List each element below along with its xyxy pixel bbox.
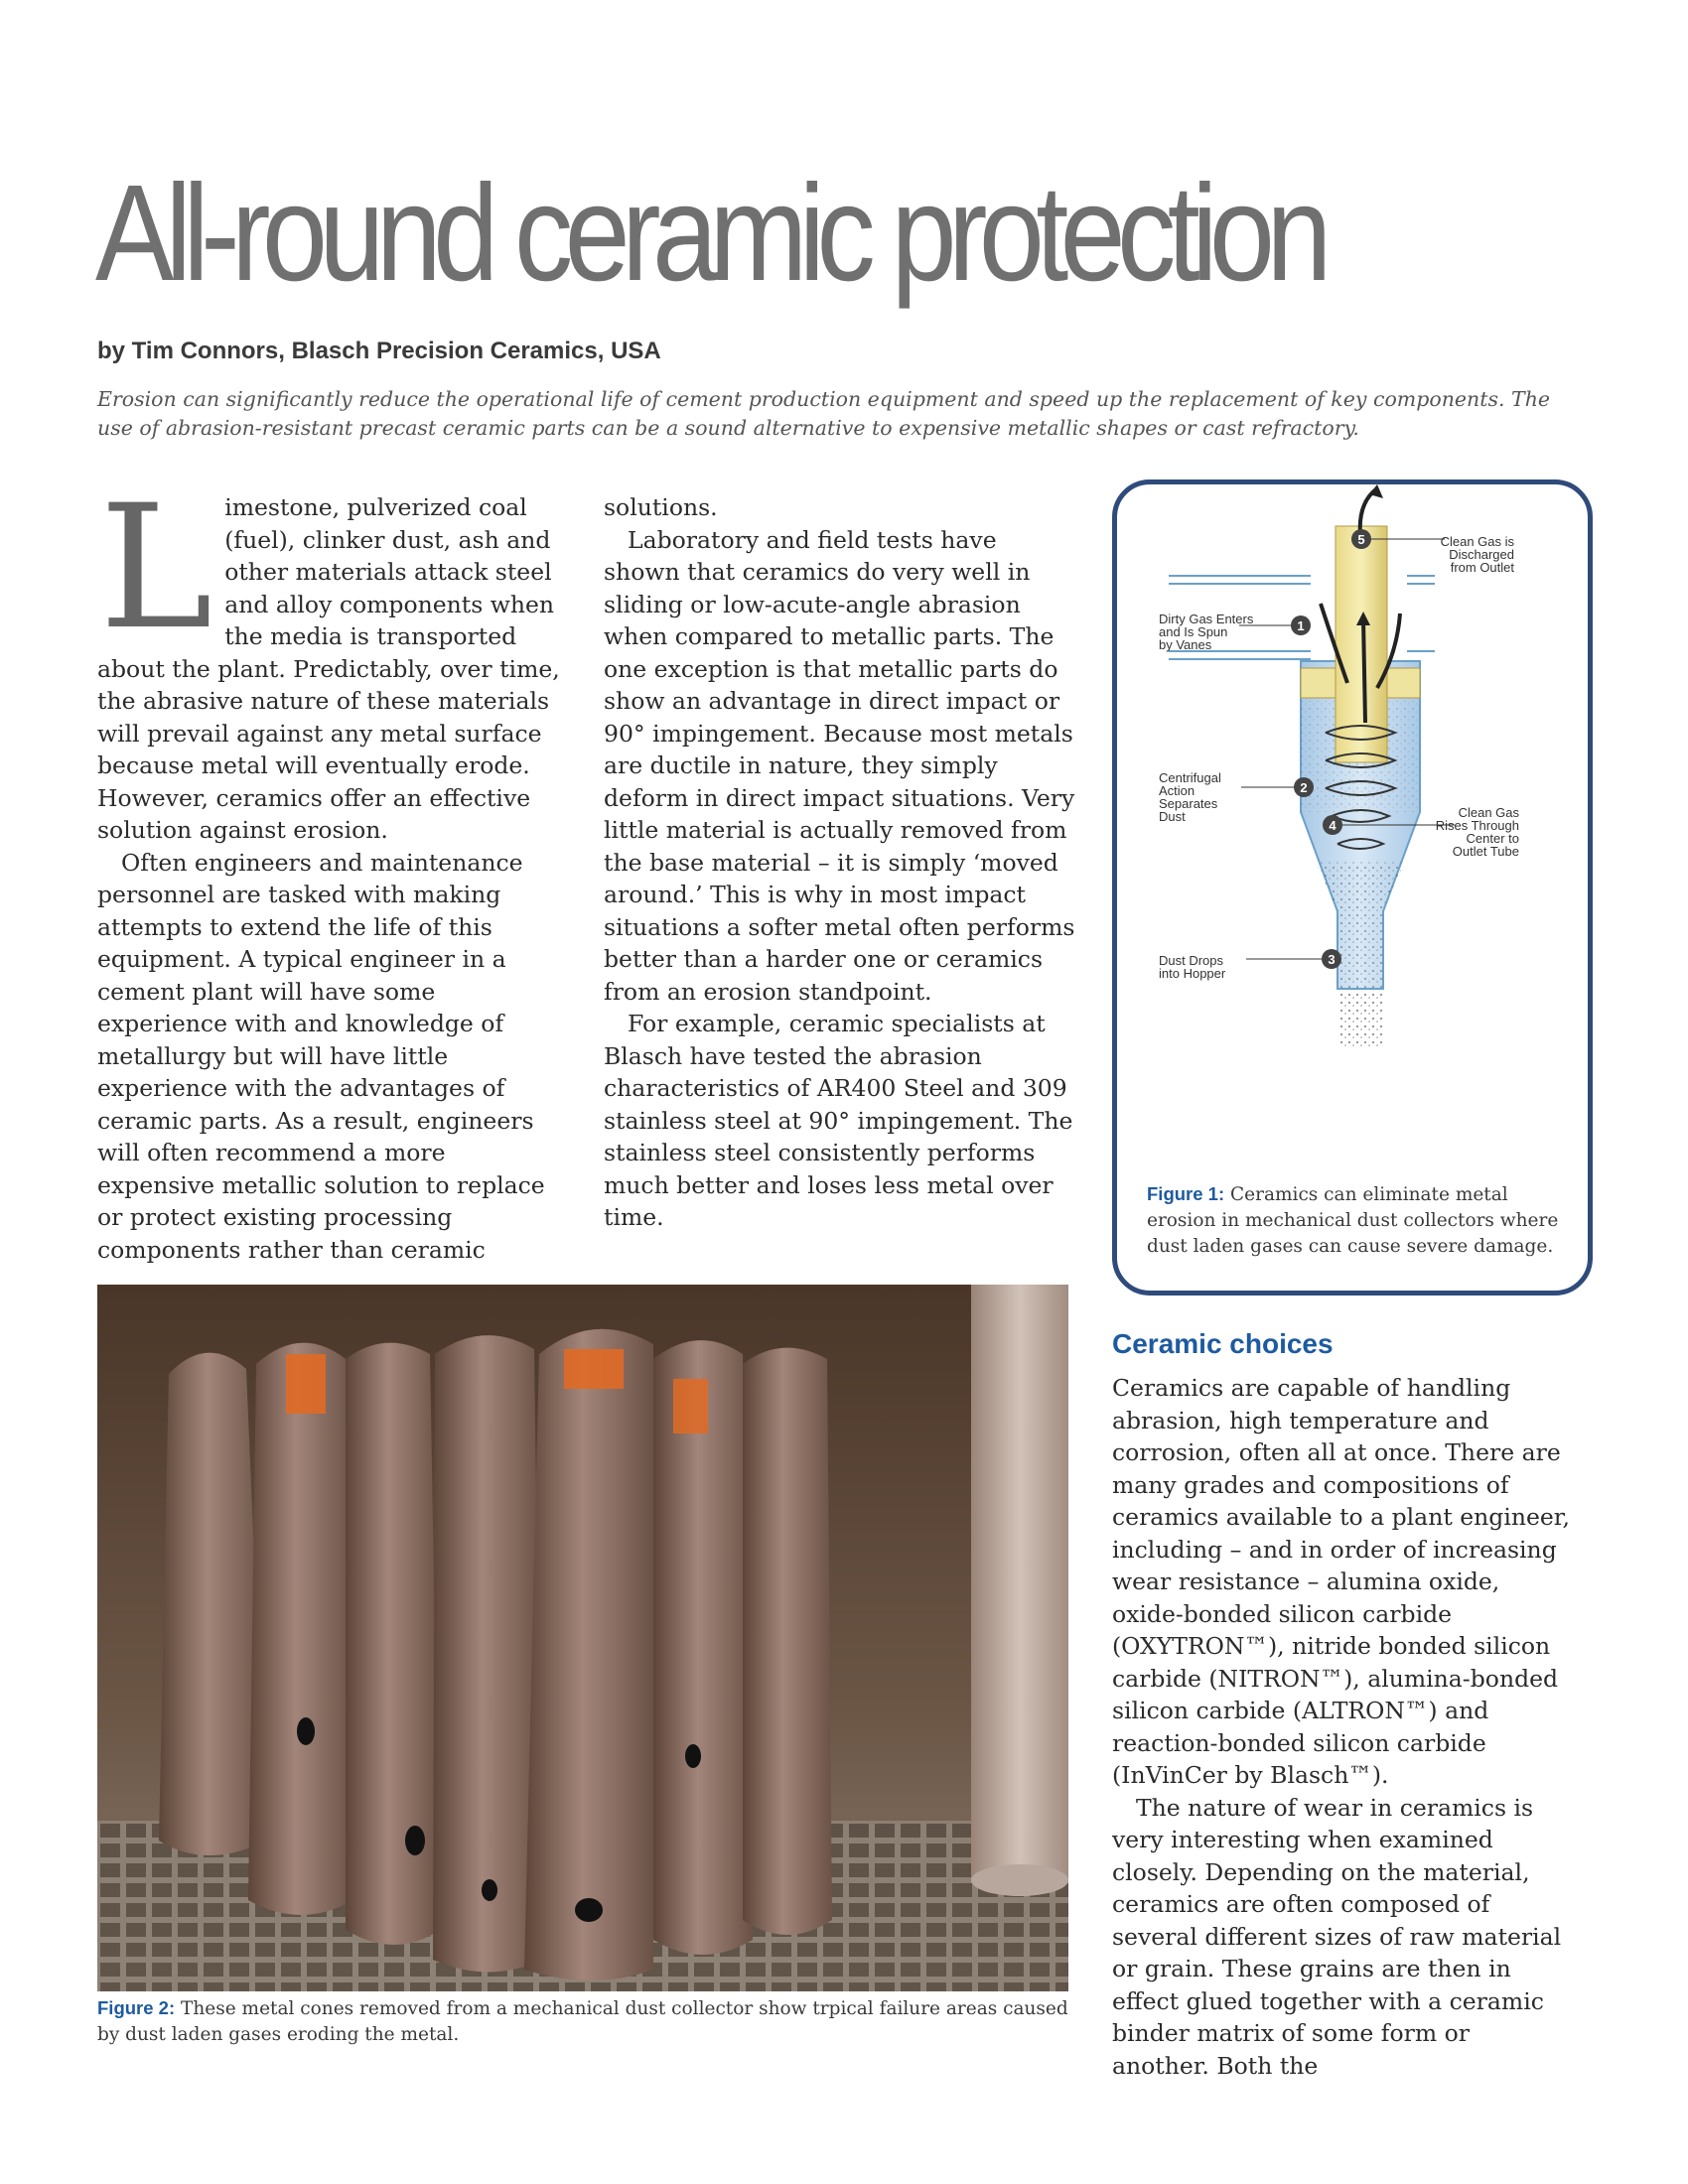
marker-1: [1291, 615, 1311, 635]
paragraph: solutions.: [604, 493, 718, 521]
figure-2-caption: [97, 1995, 1090, 2048]
svg-text:1: 1: [1297, 618, 1305, 633]
svg-text:Rises Through: Rises Through: [1435, 818, 1519, 833]
paragraph: Ceramics are capable of handling abrasion, high temperature and corrosion, often all at once. There are many grades and compositions of ceramics available to a plant engineer, including – and in order of increasing wear resistance – alumina oxide, oxide-bonded silicon carbide (OXYTRON™), nitride bonded silicon carbide (NITRON™), alumina-bonded silicon carbide (ALTRON™) and reaction-bonded silicon carbide (InVinCer by Blasch™).: [1112, 1374, 1570, 1789]
label-dirty-gas: Dirty Gas Enters: [1159, 612, 1254, 626]
svg-text:Action: Action: [1159, 783, 1196, 798]
svg-text:4: 4: [1329, 818, 1336, 833]
svg-text:and Is Spun: and Is Spun: [1159, 624, 1228, 639]
svg-text:from Outlet: from Outlet: [1450, 560, 1514, 575]
drop-cap: L: [99, 468, 213, 667]
label-clean-gas-rises: Clean Gas: [1458, 805, 1519, 820]
cyclone-diagram: [1117, 484, 1588, 1179]
paragraph: Laboratory and field tests have shown that ceramics do very well in sliding or low-acute-angle abrasion when compared to metallic parts. The one exception is that metallic parts do show an advantage in direct impact or 90° impingement. Because most metals are ductile in nature, they simply deform in direct impact situations. Very little material is actually removed from the base material – it is simply ‘moved around.’ This is why in most impact situations a softer metal often performs better than a harder one or ceramics from an erosion standpoint.: [604, 525, 1075, 1006]
svg-text:into Hopper: into Hopper: [1159, 966, 1226, 981]
figure-1-label: Figure 1:: [1147, 1183, 1225, 1204]
body-column-3: [1112, 1372, 1571, 2082]
article-title: All-round ceramic protection: [95, 157, 1324, 310]
svg-text:Dust: Dust: [1159, 809, 1186, 824]
body-column-1: [97, 468, 564, 1266]
svg-text:3: 3: [1328, 952, 1336, 967]
svg-text:Outlet Tube: Outlet Tube: [1452, 844, 1519, 859]
svg-text:Center to: Center to: [1466, 831, 1519, 846]
section-heading: Ceramic choices: [1112, 1328, 1334, 1359]
label-centrifugal: Centrifugal: [1159, 770, 1221, 785]
svg-text:Discharged: Discharged: [1449, 547, 1514, 562]
label-dust-drops: Dust Drops: [1159, 953, 1224, 968]
svg-text:2: 2: [1300, 780, 1308, 795]
paragraph: The nature of wear in ceramics is very interesting when examined closely. Depending on the material, ceramics are often composed of several different sizes of raw material or grain. These grains are then in effect glued together with a ceramic binder matrix of some form or another. Both the: [1112, 1793, 1562, 2080]
marker-2: [1294, 777, 1314, 797]
label-clean-gas: Clean Gas is: [1440, 534, 1514, 549]
figure-2-caption-text: These metal cones removed from a mechanical dust collector show trpical failure areas caused by dust laden gases eroding the metal.: [97, 1998, 1068, 2045]
paragraph: For example, ceramic specialists at Blasch have tested the abrasion characteristics of AR400 Steel and 309 stainless steel at 90° impingement. The stainless steel consistently performs much better and loses less metal over time.: [604, 1010, 1073, 1231]
standfirst: Erosion can significantly reduce the operational life of cement production equipment and speed up the replacement of key components. The use of abrasion-resistant precast ceramic parts can be a sound alternative to expensive metallic shapes or cast refractory.: [97, 387, 1551, 440]
paragraph: Often engineers and maintenance personnel are tasked with making attempts to extend the life of this equipment. A typical engineer in a cement plant will have some experience with and knowledge of metallurgy but will have little experience with the advantages of ceramic parts. As a result, engineers will often recommend a more expensive metallic solution to replace or protect existing processing components rather than ceramic: [97, 848, 545, 1264]
marker-5: [1351, 529, 1371, 549]
figure-2-photo: [97, 1285, 1068, 1991]
svg-text:by Vanes: by Vanes: [1159, 637, 1212, 652]
figure-1-box: [1112, 479, 1593, 1296]
marker-3: [1322, 949, 1341, 969]
figure-2-label: Figure 2:: [97, 1997, 176, 2018]
byline: by Tim Connors, Blasch Precision Ceramics, USA: [97, 338, 661, 364]
figure-1-caption: [1147, 1181, 1574, 1260]
paragraph: imestone, pulverized coal (fuel), clinker dust, ash and other materials attack steel and alloy components when the media is transported about the plant. Predictably, over time, the abrasive nature of these materials will prevail against any metal surface because metal will eventually erode. However, ceramics offer an effective solution against erosion.: [97, 493, 560, 844]
svg-text:Separates: Separates: [1159, 796, 1218, 811]
svg-text:5: 5: [1357, 532, 1365, 547]
figure-1-caption-text: Ceramics can eliminate metal erosion in mechanical dust collectors where dust laden gases can cause severe damage.: [1147, 1184, 1559, 1257]
body-column-2: [604, 491, 1078, 1234]
marker-4: [1323, 815, 1342, 835]
